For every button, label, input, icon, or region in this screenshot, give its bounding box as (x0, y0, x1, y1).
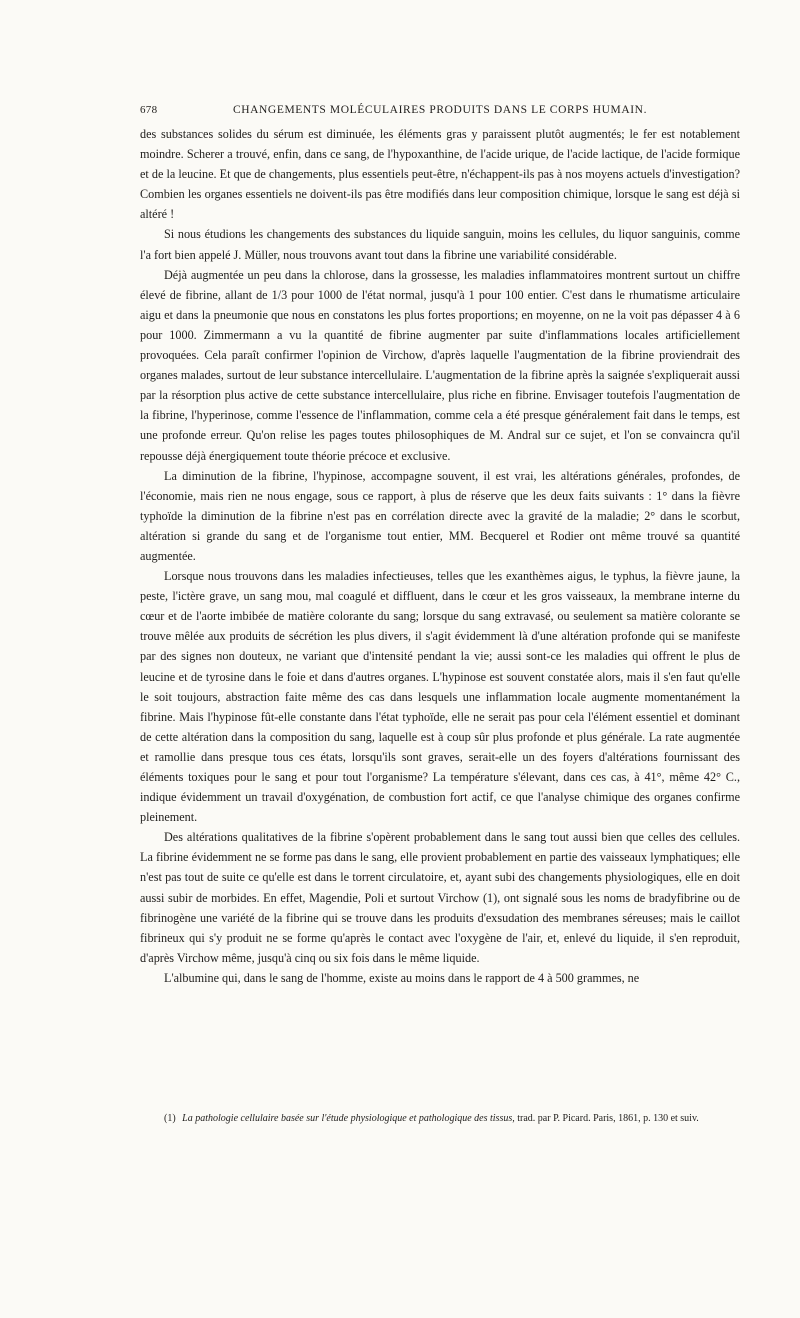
footnote-title: La pathologie cellulaire basée sur l'étude physiologique et pathologique des tissus, (182, 1113, 515, 1124)
paragraph: L'albumine qui, dans le sang de l'homme, existe au moins dans le rapport de 4 à 500 grammes, ne (164, 970, 640, 985)
paragraph: Si nous étudions les changements des substances du liquide sanguin, moins les cellules, du liquor sanguinis, comme l'a fort bien appelé J. Müller, nous trouvons avant tout dans la fibrine une variabilité considérable. (140, 227, 740, 262)
page-header (140, 104, 740, 120)
paragraph: Lorsque nous trouvons dans les maladies infectieuses, telles que les exanthèmes aigus, le typhus, la fièvre jaune, la peste, l'ictère grave, un sang mou, mal coagulé et diffluent, dans le cœur et les gros vaisseaux, la membrane interne du cœur et de l'aorte imbibée de matière colorante du sang; lorsque du sang extravasé, ou seulement sa matière colorante se trouve mêlée aux produits de sécrétion les plus divers, il s'agit évidemment là d'une altération profonde qui se manifeste par des signes non douteux, ne variant que d'intensité pendant la vie; aussi sont-ce les maladies qui offrent le plus de leucine et de tyrosine dans le foie et dans d'autres organes. L'hypinose est souvent constatée alors, mais il s'en faut qu'elle le soit toujours, abstraction faite même des cas dans lesquels une inflammation locale augmente momentanément la fibrine. Mais l'hypinose fût-elle constante dans l'état typhoïde, elle ne serait pas pour cela l'élément essentiel et dominant de cette altération dans la composition du sang, laquelle est à coup sûr plus profonde et plus générale. La rate augmentée et ramollie dans presque tous ces états, lorsqu'ils sont graves, serait-elle un des foyers d'altérations fournissant des éléments toxiques pour le sang et pour tout l'organisme? La température s'élevant, dans ces cas, à 41°, même 42° C., indique évidemment un travail d'oxygénation, de combustion fort actif, ce que l'analyse chimique des organes confirme pleinement. (140, 569, 740, 825)
page-number: 678 (140, 104, 158, 116)
body-text (140, 124, 740, 988)
paragraph: La diminution de la fibrine, l'hypinose, accompagne souvent, il est vrai, les altérations générales, profondes, de l'économie, mais rien ne nous engage, sous ce rapport, à plus de réserve que les deux faits suivants : 1° dans la fièvre typhoïde la diminution de la fibrine n'est pas en corrélation directe avec la gravité de la maladie; 2° dans le scorbut, altération si grande du sang et de l'organisme tout entier, MM. Becquerel et Rodier ont même trouvé sa quantité augmentée. (140, 468, 740, 563)
paragraph: Des altérations qualitatives de la fibrine s'opèrent probablement dans le sang tout aussi bien que celles des cellules. La fibrine évidemment ne se forme pas dans le sang, elle provient probablement en partie des vaisseaux lymphatiques; elle n'est pas tout de suite ce qu'elle est dans le torrent circulatoire, et, ayant subi des changements physiologiques, elle en doit aussi subir de morbides. En effet, Magendie, Poli et surtout Virchow (1), ont signalé sous les noms de bradyfibrine ou de fibrinogène une variété de la fibrine qui se trouve dans les produits d'exsudation des membranes séreuses; mais le caillot fibrineux qui s'y produit ne se forme qu'après le contact avec l'oxygène de l'air, et, enlevé du liquide, il s'en reproduit, d'après Virchow même, jusqu'à cinq ou six fois dans le même liquide. (140, 830, 740, 965)
footnote-mark: (1) (164, 1113, 176, 1124)
running-title: CHANGEMENTS MOLÉCULAIRES PRODUITS DANS LE CORPS HUMAIN. (232, 104, 648, 116)
paragraph: des substances solides du sérum est diminuée, les éléments gras y paraissent plutôt augmentés; le fer est notablement moindre. Scherer a trouvé, enfin, dans ce sang, de l'hypoxanthine, de l'acide urique, de l'acide lactique, de l'acide formique et de la leucine. Et que de changements, plus essentiels peut-être, n'échappent-ils pas à nos moyens actuels d'investigation? Combien les organes essentiels ne doivent-ils pas être modifiés dans leur composition chimique, lorsque le sang est déjà si altéré ! (140, 127, 740, 222)
footnote-citation: trad. par P. Picard. Paris, 1861, p. 130 et suiv. (517, 1113, 699, 1124)
paragraph: Déjà augmentée un peu dans la chlorose, dans la grossesse, les maladies inflammatoires montrent surtout un chiffre élevé de fibrine, allant de 1/3 pour 1000 de l'état normal, jusqu'à 1 pour 100 entier. C'est dans le rhumatisme articulaire aigu et dans la pneumonie que nous en constatons les plus fortes proportions; en moyenne, on ne la voit pas dépasser 4 à 6 pour 1000. Zimmermann a vu la quantité de fibrine augmenter par suite d'inflammations locales artificiellement provoquées. Cela paraît confirmer l'opinion de Virchow, d'après laquelle l'augmentation de la fibrine proviendrait des organes malades, surtout de leur substance intercellulaire. L'augmentation de la fibrine après la saignée s'expliquerait aussi par la résorption plus active de cette substance intercellulaire, plus riche en fibrine. Envisager toutefois l'augmentation de la fibrine, l'hyperinose, comme l'essence de l'inflammation, comme cela a été presque généralement fait dans le temps, est une profonde erreur. Qu'on relise les pages toutes philosophiques de M. Andral sur ce sujet, et l'on se convaincra qu'il repousse déjà énergiquement toute théorie précoce et exclusive. (140, 267, 740, 463)
footnote (164, 1112, 740, 1126)
